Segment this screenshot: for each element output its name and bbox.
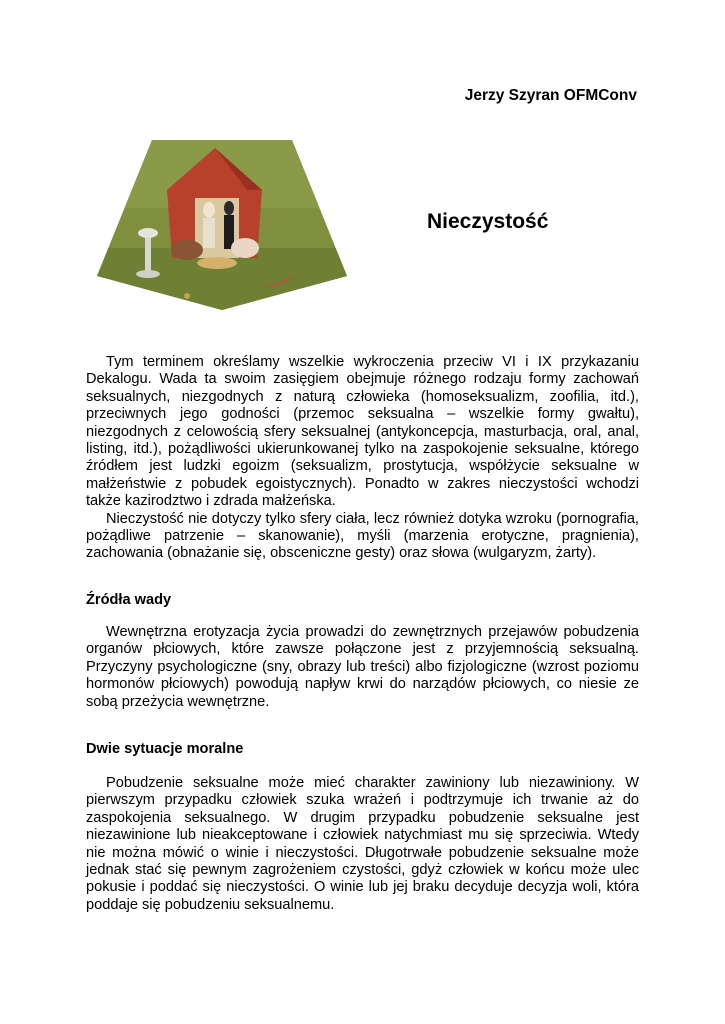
author-name: Jerzy Szyran OFMConv (464, 87, 637, 104)
sources-text (86, 624, 639, 711)
intro-paragraph: Tym terminem określamy wszelkie wykroczenia przeciw VI i IX przykazaniu Dekalogu. Wada ta swoim zasięgiem obejmuje różnego rodzaju formy zachowań seksualnych, niezgodnych z naturą człowieka (homoseksualizm, zoofilia, itd.), przeciwnych jego godności (przemoc seksualna – wszelkie formy gwałtu), niezgodnych z celowością sfery seksualnej (antykoncepcja, masturbacja, oral, anal, listing, itd.), pożądliwości ukierunkowanej tylko na zaspokojenie seksualne, którego źródłem jest ludzki egoizm (seksualizm, prostytucja, współżycie seksualne w małżeństwie z pobudek egoistycznych). Ponadto w zakres nieczystości wchodzi także kazirodztwo i zdrada małżeńska. (86, 354, 639, 510)
section-heading-sources: Źródła wady (86, 592, 172, 608)
sources-paragraph: Wewnętrzna erotyzacja życia prowadzi do zewnętrznych przejawów pobudzenia organów płciowych, które zawsze połączone jest z przyjemnością seksualną. Przyczyny psychologiczne (sny, obrazy lub treści) albo fizjologiczne (wzrost poziomu hormonów płciowych) powodują napływ krwi do narządów płciowych, co niesie ze sobą przeżycia wewnętrzne. (86, 624, 639, 710)
painting-illustration (97, 138, 347, 310)
moral-text (86, 775, 639, 914)
intro-text (86, 354, 639, 563)
section-heading-moral: Dwie sytuacje moralne (86, 741, 244, 757)
moral-paragraph: Pobudzenie seksualne może mieć charakter zawiniony lub niezawiniony. W pierwszym przypadku człowiek szuka wrażeń i podtrzymuje ich trwanie aż do zaspokojenia seksualnego. W drugim przypadku pobudzenie seksualne jest niezawinione lub nieakceptowane i człowiek natychmiast mu się sprzeciwia. Wtedy nie można mówić o winie i nieczystości. Długotrwałe pobudzenie seksualne może jednak stać się pewnym zagrożeniem czystości, gdyż człowiek w końcu może ulec pokusie i poddać się nieczystości. O winie lub jej braku decyduje decyzja woli, która poddaje się pobudzeniu seksualnemu. (86, 775, 639, 913)
intro-paragraph: Nieczystość nie dotyczy tylko sfery ciała, lecz również dotyka wzroku (pornografia, pożądliwe patrzenie – skanowanie), myśli (marzenia erotyczne, pragnienia), zachowania (obnażanie się, obsceniczne gesty) oraz słowa (wulgaryzm, żarty). (86, 510, 639, 562)
page-title: Nieczystość (427, 210, 549, 233)
